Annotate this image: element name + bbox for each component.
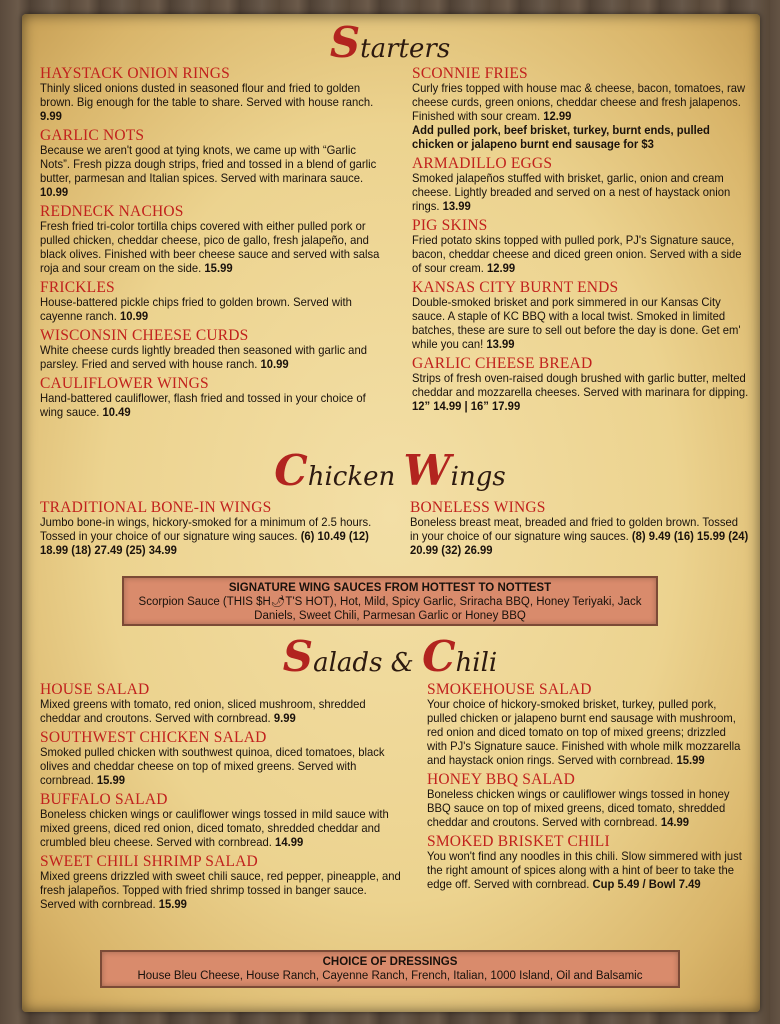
menu-item-price: 13.99 <box>486 338 515 351</box>
menu-item-name: SWEET CHILI SHRIMP SALAD <box>40 853 258 870</box>
menu-item-description-text: White cheese curds lightly breaded then seasoned with garlic and parsley. Fried and served with house ranch. <box>40 344 367 371</box>
menu-item-price: 12” 14.99 | 16” 17.99 <box>412 400 521 413</box>
menu-item-price: 9.99 <box>273 712 296 725</box>
menu-item-description-text: Fresh fried tri-color tortilla chips covered with either pulled pork or pulled chicken, cheddar cheese, pico de gallo, fresh jalapeño, and black olives. Finished with beer cheese sauce and served with salsa roja and sour cream on the side. <box>40 220 380 275</box>
menu-item-sconnie-fries <box>412 66 762 152</box>
menu-item-name: CAULIFLOWER WINGS <box>40 375 209 392</box>
menu-item-addon: Add pulled pork, beef brisket, turkey, burnt ends, pulled chicken or jalapeno burnt end sausage for $3 <box>412 124 710 151</box>
dressings-box <box>100 950 680 988</box>
menu-item-description <box>40 746 401 788</box>
menu-item-description <box>412 372 752 414</box>
menu-item-description-text: Curly fries topped with house mac & cheese, bacon, tomatoes, raw cheese curds, green onions, cheddar cheese and fresh jalapenos. Finished with sour cream. <box>412 82 746 123</box>
menu-item-description <box>427 698 747 768</box>
wings-left-column <box>40 500 392 562</box>
menu-item-description-text: Fried potato skins topped with pulled pork, PJ's Signature sauce, bacon, cheddar cheese and diced green onion. Served with a side of sour cream. <box>412 234 742 275</box>
menu-item-boneless-wings <box>410 500 760 558</box>
menu-item-description-text: Boneless chicken wings or cauliflower wings tossed in honey BBQ sauce on top of mixed greens, diced tomato, shredded cheddar and croutons. Served with cornbread. <box>427 788 730 829</box>
menu-item-description <box>410 516 750 558</box>
menu-item-description <box>40 82 381 124</box>
menu-item-name: SCONNIE FRIES <box>412 65 528 82</box>
menu-item-name: BUFFALO SALAD <box>40 791 168 808</box>
menu-item-name: HOUSE SALAD <box>40 681 150 698</box>
menu-item-description-text: Strips of fresh oven-raised dough brushed with garlic butter, melted cheddar and mozzarella cheeses. Served with marinara for dipping. <box>412 372 749 399</box>
menu-item-price: 12.99 <box>543 110 572 123</box>
menu-item-garlic-nots <box>40 128 392 200</box>
menu-item-description <box>412 172 752 214</box>
menu-item-price: 14.99 <box>275 836 304 849</box>
menu-item-description <box>40 392 381 420</box>
menu-item-price: 15.99 <box>676 754 705 767</box>
menu-item-name: ARMADILLO EGGS <box>412 155 553 172</box>
menu-item-armadillo-eggs <box>412 156 762 214</box>
wing-sauces-heading: SIGNATURE WING SAUCES FROM HOTTEST TO NOTTEST <box>228 582 552 594</box>
menu-item-description <box>40 698 401 726</box>
menu-item-description <box>412 234 752 276</box>
menu-item-pig-skins <box>412 218 762 276</box>
menu-item-price: 15.99 <box>96 774 126 787</box>
menu-item-name: SMOKEHOUSE SALAD <box>427 681 592 698</box>
menu-item-name: FRICKLES <box>40 279 115 296</box>
menu-item-price: (6) 10.49 (12) 18.99 (18) 27.49 (25) 34.99 <box>40 530 369 557</box>
menu-item-name: HAYSTACK ONION RINGS <box>40 65 230 82</box>
menu-item-garlic-cheese-bread <box>412 356 762 414</box>
starters-title: Starters <box>329 18 451 67</box>
menu-item-name: KANSAS CITY BURNT ENDS <box>412 279 619 296</box>
salads-left-column <box>40 682 412 916</box>
menu-item-description-text: Thinly sliced onions dusted in seasoned flour and fried to golden brown. Big enough for the table to share. Served with house ranch. <box>40 82 374 109</box>
menu-item-haystack-onion-rings <box>40 66 392 124</box>
menu-item-description-text: Mixed greens drizzled with sweet chili sauce, red pepper, pineapple, and fresh jalapeños. Topped with fried shrimp tossed in banger sauce. Served with cornbread. <box>40 870 401 911</box>
menu-item-southwest-chicken-salad <box>40 730 412 788</box>
wings-right-column <box>410 500 760 562</box>
menu-item-name: WISCONSIN CHEESE CURDS <box>40 327 249 344</box>
dressings-list: House Bleu Cheese, House Ranch, Cayenne Ranch, French, Italian, 1000 Island, Oil and Balsamic <box>137 970 643 982</box>
menu-item-house-salad <box>40 682 412 726</box>
menu-item-name: HONEY BBQ SALAD <box>427 771 575 788</box>
menu-item-name: REDNECK NACHOS <box>40 203 184 220</box>
menu-item-kansas-city-burnt-ends <box>412 280 762 352</box>
menu-item-description <box>40 344 381 372</box>
menu-item-cauliflower-wings <box>40 376 392 420</box>
menu-item-price: Cup 5.49 / Bowl 7.49 <box>592 878 701 891</box>
menu-item-price: (8) 9.49 (16) 15.99 (24) 20.99 (32) 26.99 <box>410 530 749 557</box>
menu-item-description <box>40 516 381 558</box>
menu-item-description <box>40 870 401 912</box>
starters-left-column <box>40 66 392 424</box>
menu-item-price: 14.99 <box>660 816 689 829</box>
menu-item-sweet-chili-shrimp-salad <box>40 854 412 912</box>
menu-item-name: SMOKED BRISKET CHILI <box>427 833 610 850</box>
menu-item-name: GARLIC CHEESE BREAD <box>412 355 593 372</box>
menu-item-description-text: Boneless breast meat, breaded and fried to golden brown. Tossed in your choice of our signature wing sauces. <box>410 516 739 543</box>
menu-item-price: 15.99 <box>158 898 187 911</box>
menu-item-name: GARLIC NOTS <box>40 127 145 144</box>
menu-item-price: 12.99 <box>487 262 516 275</box>
menu-item-traditional-bone-in-wings <box>40 500 392 558</box>
menu-item-name: PIG SKINS <box>412 217 488 234</box>
menu-item-price: 13.99 <box>442 200 471 213</box>
menu-item-description <box>40 220 381 276</box>
menu-item-description-text: Double-smoked brisket and pork simmered in our Kansas City sauce. A staple of KC BBQ with a local twist. Smoked in limited batches, these are sure to sell out before the day is done. Get em' while you can! <box>412 296 741 351</box>
chicken-wings-title: Chicken Wings <box>274 446 506 495</box>
wing-sauces-list: Scorpion Sauce (THIS $H🌶T'S HOT), Hot, Mild, Spicy Garlic, Sriracha BBQ, Honey Teriyaki, Jack Daniels, Sweet Chili, Parmesan Garlic or Honey BBQ <box>138 596 642 622</box>
menu-item-honey-bbq-salad <box>427 772 757 830</box>
menu-item-price: 15.99 <box>204 262 233 275</box>
menu-item-description-text: Smoked jalapeños stuffed with brisket, garlic, onion and cream cheese. Lightly breaded and served on a nest of haystack onion rings. <box>412 172 731 213</box>
menu-item-wisconsin-cheese-curds <box>40 328 392 372</box>
menu-item-description-text: Jumbo bone-in wings, hickory-smoked for a minimum of 2.5 hours. Tossed in your choice of our signature wing sauces. <box>40 516 372 543</box>
menu-item-description <box>427 788 747 830</box>
menu-item-description-text: Hand-battered cauliflower, flash fried and tossed in your choice of wing sauce. <box>40 392 366 419</box>
menu-item-name: BONELESS WINGS <box>410 499 546 516</box>
menu-item-description <box>427 850 747 892</box>
menu-item-description <box>412 82 752 152</box>
starters-right-column <box>412 66 762 418</box>
menu-item-name: SOUTHWEST CHICKEN SALAD <box>40 729 267 746</box>
menu-item-smokehouse-salad <box>427 682 757 768</box>
salads-right-column <box>427 682 757 896</box>
menu-item-price: 10.99 <box>120 310 149 323</box>
menu-item-description <box>412 296 752 352</box>
menu-item-description-text: Mixed greens with tomato, red onion, sliced mushroom, shredded cheddar and croutons. Served with cornbread. <box>40 698 366 725</box>
menu-item-description-text: Because we aren't good at tying knots, we came up with “Garlic Nots”. Fresh pizza dough strips, fried and tossed in a blend of garlic butter, parmesan and Italian spices. Served with marinara sauce. <box>40 144 377 185</box>
menu-item-price: 10.99 <box>40 186 69 199</box>
menu-item-description-text: House-battered pickle chips fried to golden brown. Served with cayenne ranch. <box>40 296 352 323</box>
wing-sauces-box <box>122 576 658 626</box>
menu-item-name: TRADITIONAL BONE-IN WINGS <box>40 499 272 516</box>
menu-item-description-text: Smoked pulled chicken with southwest quinoa, diced tomatoes, black olives and cheddar cheese on top of mixed greens. Served with cornbread. <box>40 746 385 787</box>
menu-item-price: 9.99 <box>40 110 62 123</box>
menu-item-price: 10.49 <box>102 406 131 419</box>
menu-item-description-text: You won't find any noodles in this chili. Slow simmered with just the right amount of spices along with a hint of beer to take the edge off. Served with cornbread. <box>427 850 742 891</box>
menu-item-smoked-brisket-chili <box>427 834 757 892</box>
menu-item-description <box>40 296 381 324</box>
menu-item-description <box>40 144 381 200</box>
menu-item-description-text: Boneless chicken wings or cauliflower wings tossed in mild sauce with mixed greens, diced red onion, diced tomato, shredded cheddar and crumbled bleu cheese. Served with cornbread. <box>40 808 389 849</box>
menu-item-description <box>40 808 401 850</box>
menu-item-buffalo-salad <box>40 792 412 850</box>
menu-item-redneck-nachos <box>40 204 392 276</box>
menu-item-description-text: Your choice of hickory-smoked brisket, turkey, pulled pork, pulled chicken or jalapeno burnt end sausage with mushroom, red onion and diced tomato on top of mixed greens; drizzled with PJ's Signature sauce. Finished with whole milk mozzarella and haystack onion rings. Served with cornbread. <box>427 698 741 767</box>
dressings-heading: CHOICE OF DRESSINGS <box>322 956 458 968</box>
menu-item-frickles <box>40 280 392 324</box>
menu-item-price: 10.99 <box>260 358 289 371</box>
salads-chili-title: Salads & Chili <box>282 632 498 681</box>
